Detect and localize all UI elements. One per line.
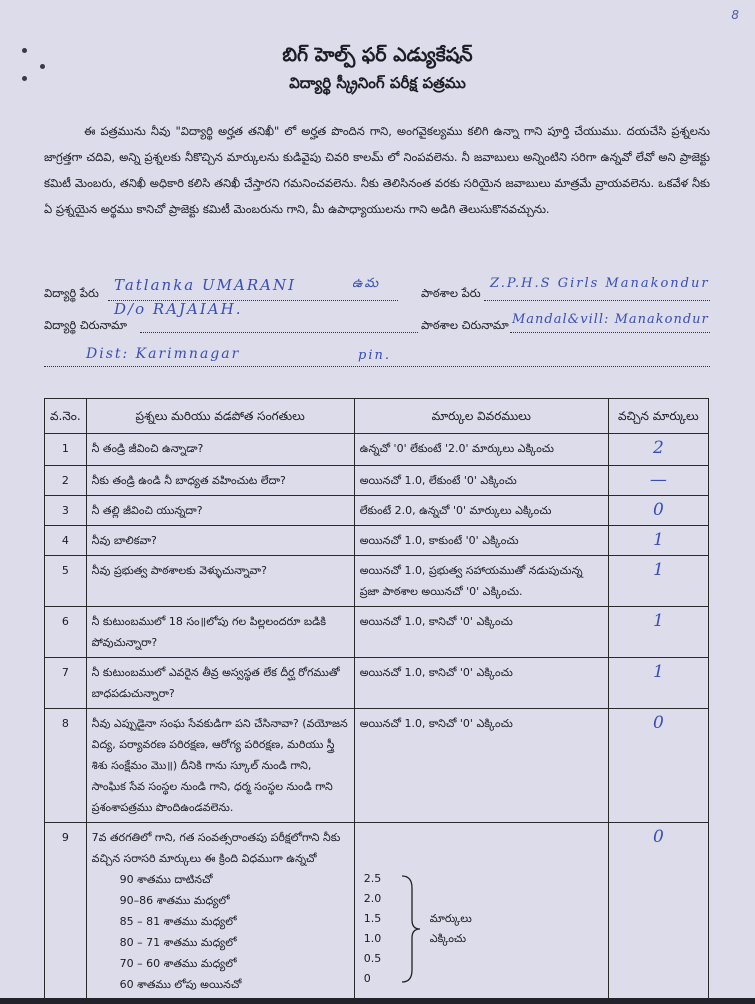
- school-address-value[interactable]: Mandal&vill: Manakondur: [512, 312, 709, 327]
- row-number: 6: [45, 607, 87, 658]
- table-row: [45, 658, 709, 709]
- row-marks-detail: ఉన్నచో '0' లేకుంటే '2.0' మార్కులు ఎక్కించు: [354, 434, 608, 466]
- scale-value: 2.0: [363, 892, 382, 905]
- row-number: 9: [45, 823, 87, 1000]
- form-title: విద్యార్థి స్క్రీనింగ్ పరీక్ష పత్రము: [289, 74, 466, 92]
- row-number: 7: [45, 658, 87, 709]
- header-marks-obtained: వచ్చిన మార్కులు: [608, 399, 708, 434]
- row9-question-text: 7వ తరగతిలో గాని, గత సంవత్సరాంతపు పరీక్షలోగాని నీకు వచ్చిన సరాసరి మార్కులు ఈ క్రింది విధముగా ఉన్నచో: [91, 831, 341, 865]
- row-number: 8: [45, 709, 87, 823]
- scale-value: 0.5: [363, 952, 382, 965]
- percentage-band: 90–86 శాతము మధ్యలో: [119, 894, 230, 907]
- row-question: నీవు ప్రభుత్వ పాఠశాలకు వెళ్ళుచున్నావా?: [86, 556, 354, 607]
- table-row: [45, 434, 709, 466]
- row-marks-detail: లేకుంటే 2.0, ఉన్నచో '0' మార్కులు ఎక్కించు: [354, 496, 608, 526]
- row-marks-obtained[interactable]: 2: [608, 434, 708, 466]
- school-name-label: పాఠశాల పేరు: [421, 286, 481, 300]
- row-question: నీవు ఎప్పుడైనా సంఘ సేవకుడిగా పని చేసినావా? (వయోజన విద్య, పర్యావరణ పరిరక్షణ, ఆరోగ్య పరిరక్షణ, మరియు స్త్రీ శిశు సంక్షేమం మొ॥) దీనికి గాను స్కూల్ నుండి గాని, సాంఘిక సేవ సంస్థల నుండి గాని, ధర్మ సంస్థల నుండి గాని ప్రశంశాపత్రము పొందిఉండవలెను.: [86, 709, 354, 823]
- row-number: 5: [45, 556, 87, 607]
- screening-table: [44, 398, 709, 1000]
- row-number: 2: [45, 466, 87, 496]
- scale-value: 1.0: [363, 932, 382, 945]
- percentage-band: 90 శాతము దాటినచో: [119, 873, 213, 886]
- scale-value: 1.5: [363, 912, 382, 925]
- school-address-line: [510, 332, 710, 333]
- pin-value[interactable]: pin.: [358, 348, 391, 363]
- row-marks-detail: అయినచో 1.0, కాకుంటే '0' ఎక్కించు: [354, 526, 608, 556]
- row-question: నీ తల్లి జీవించి యున్నదా?: [86, 496, 354, 526]
- row-question: నీకు తండ్రి ఉండి నీ బాధ్యత వహించుట లేదా?: [86, 466, 354, 496]
- school-name-line: [484, 300, 710, 301]
- marks-scale: [360, 869, 603, 989]
- student-address-line: [140, 332, 418, 333]
- row-marks-obtained[interactable]: 1: [608, 526, 708, 556]
- percentage-band: 85 – 81 శాతము మధ్యలో: [119, 915, 237, 928]
- table-row: [45, 709, 709, 823]
- table-row: [45, 496, 709, 526]
- row-marks-detail: అయినచో 1.0, ప్రభుత్వ సహాయముతో నడుపుచున్న ప్రజా పాఠశాల అయినచో '0' ఎక్కించు.: [354, 556, 608, 607]
- row-marks-obtained[interactable]: 1: [608, 607, 708, 658]
- row-question: నీ కుటుంబములో ఎవరైన తీవ్ర అస్వస్థత లేక దీర్ఘ రోగముతో బాధపడుచున్నారా?: [86, 658, 354, 709]
- table-row: [45, 556, 709, 607]
- row-number: 4: [45, 526, 87, 556]
- student-address-label: విద్యార్థి చిరునామా: [44, 318, 127, 332]
- row-marks-detail: అయినచో 1.0, లేకుంటే '0' ఎక్కించు: [354, 466, 608, 496]
- table-row: [45, 466, 709, 496]
- school-address-label: పాఠశాల చిరునామా: [421, 318, 509, 332]
- table-row: [45, 823, 709, 1000]
- row-marks-detail: అయినచో 1.0, కానిచో '0' ఎక్కించు: [354, 607, 608, 658]
- header-question: ప్రశ్నలు మరియు వడపోత సంగతులు: [86, 399, 354, 434]
- percentage-band-list: [120, 869, 349, 995]
- scale-value: 2.5: [363, 872, 382, 885]
- student-name-value[interactable]: Tatlanka UMARANI: [114, 276, 297, 294]
- student-name-suffix: ఉమ: [352, 276, 381, 291]
- parent-name-value[interactable]: D/o RAJAIAH.: [114, 300, 243, 318]
- percentage-band: 70 – 60 శాతము మధ్యలో: [119, 957, 237, 970]
- row-marks-detail: అయినచో 1.0, కానిచో '0' ఎక్కించు: [354, 709, 608, 823]
- row-marks-detail: [354, 823, 608, 1000]
- district-line: [44, 366, 710, 367]
- row-question: నీవు బాలికవా?: [86, 526, 354, 556]
- row-marks-obtained[interactable]: 0: [608, 709, 708, 823]
- org-title: బిగ్ హెల్ప్ ఫర్ ఎడ్యుకేషన్: [282, 44, 473, 66]
- header-marks-detail: మార్కుల వివరములు: [354, 399, 608, 434]
- student-name-label: విద్యార్థి పేరు: [44, 286, 99, 300]
- row-marks-detail: అయినచో 1.0, కానిచో '0' ఎక్కించు: [354, 658, 608, 709]
- table-row: [45, 526, 709, 556]
- marks-scale-note: మార్కులు ఎక్కించు: [429, 912, 472, 945]
- row-number: 1: [45, 434, 87, 466]
- district-value[interactable]: Dist: Karimnagar: [86, 346, 241, 362]
- row-marks-obtained[interactable]: 1: [608, 658, 708, 709]
- row-marks-obtained[interactable]: 0: [608, 496, 708, 526]
- table-row: [45, 607, 709, 658]
- percentage-band: 60 శాతము లోపు అయినచో: [119, 978, 242, 991]
- row-question: నీ కుటుంబములో 18 సం॥లోపు గల పిల్లలందరూ బడికి పోవుచున్నారా?: [86, 607, 354, 658]
- row-marks-obtained[interactable]: 0: [608, 823, 708, 1000]
- row-question: నీ తండ్రి జీవించి ఉన్నాడా?: [86, 434, 354, 466]
- school-name-value[interactable]: Z.P.H.S Girls Manakondur: [490, 276, 710, 291]
- table-header-row: [45, 399, 709, 434]
- row-marks-obtained[interactable]: 1: [608, 556, 708, 607]
- page-number: 8: [731, 8, 739, 22]
- row-number: 3: [45, 496, 87, 526]
- percentage-band: 80 – 71 శాతము మధ్యలో: [119, 936, 237, 949]
- scale-value: 0: [363, 972, 371, 985]
- curly-brace-icon: [398, 874, 424, 984]
- row-question: [86, 823, 354, 1000]
- scan-edge: [0, 998, 755, 1004]
- marks-scale-values: [360, 869, 398, 989]
- instructions-paragraph: ఈ పత్రమును నీవు "విద్యార్థి అర్హత తనిఖీ" లో అర్హత పొందిన గాని, అంగవైకల్యము కలిగి ఉన్నా గాని పూర్తి చేయుము. దయచేసి ప్రశ్నలను జాగ్రత్తగా చదివి, అన్ని ప్రశ్నలకు నీకొచ్చిన మార్కులను కుడివైపు చివరి కాలమ్ లో నింపవలెను. నీ జవాబులు అన్నింటిని సరిగా ఉన్నవో లేవో అని ప్రాజెక్టు కమిటీ మెంబరు, తనిఖీ అధికారి కలిసి తనిఖీ చేస్తారని గమనించవలెను. నీకు తెలిసినంత వరకు సరియైన జవాబులు మాత్రమే వ్రాయవలెను. ఒకవేళ నీకు ఏ ప్రశ్నయైన అర్థము కానిచో ప్రాజెక్టు కమిటీ మెంబరును గాని, మీ ఉపాధ్యాయులను గాని అడిగి తెలుసుకొనవచ్చును.: [44, 124, 710, 216]
- header-sno: వ.నెం.: [45, 399, 87, 434]
- row-marks-obtained[interactable]: —: [608, 466, 708, 496]
